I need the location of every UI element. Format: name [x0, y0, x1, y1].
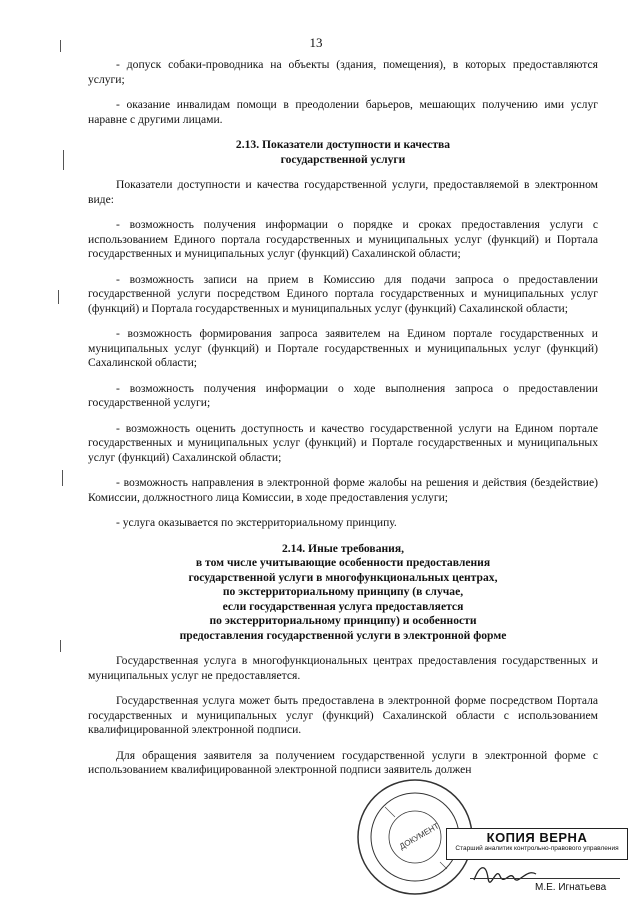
heading-line: по экстерриториальному принципу (в случае,: [222, 585, 464, 598]
copy-certified-box: [446, 828, 628, 860]
heading-line: 2.13. Показатели доступности и качества: [235, 138, 451, 151]
page-number: 13: [309, 35, 323, 50]
heading-line: государственной услуги: [280, 152, 406, 166]
signer-position: Старший аналитик контрольно-правового управления: [455, 845, 619, 852]
heading-line: по экстерриториальному принципу) и особенности: [209, 614, 477, 627]
heading-line: в том числе учитывающие особенности предоставления: [195, 556, 491, 569]
section-heading-2-14: [88, 542, 598, 644]
paragraph-extraterritorial: - услуга оказывается по экстерриториальному принципу.: [116, 516, 397, 529]
signature-line: [470, 878, 620, 879]
paragraph-electronic-form: Государственная услуга может быть предоставлена в электронной форме посредством Портала государственных и муниципальных услуг (функций) Сахалинской области с использованием квалифицированной электронной подписи.: [88, 694, 598, 736]
paragraph-applicant-request: Для обращения заявителя за получением государственной услуги в электронной форме с использованием квалифицированной электронной подписи заявитель должен: [88, 748, 598, 776]
scan-mark: [60, 640, 61, 652]
section-heading-2-13: [88, 138, 598, 167]
heading-line: 2.14. Иные требования,: [281, 541, 405, 555]
heading-line: если государственная услуга предоставляется: [222, 599, 464, 613]
scan-mark: [63, 150, 64, 170]
paragraph-mfc: Государственная услуга в многофункциональных центрах предоставления государственных и муниципальных услуг не предоставляется.: [88, 654, 598, 682]
seal-text: ДОКУМЕНТ: [397, 821, 441, 852]
scan-mark: [60, 40, 61, 52]
heading-line: государственной услуги в многофункциональных центрах,: [188, 570, 498, 584]
paragraph-request-forming: - возможность формирования запроса заявителем на Едином портале государственных и муниципальных услуг (функций) и Портале государственных и муниципальных услуг (функций) Сахалинской области;: [88, 327, 598, 369]
signature-icon: [470, 858, 540, 888]
paragraph-request-status: - возможность получения информации о ходе выполнения запроса о предоставлении государственной услуги;: [88, 381, 598, 409]
copy-certified-label: КОПИЯ ВЕРНА: [486, 830, 588, 845]
scan-mark: [62, 470, 63, 486]
paragraph-assistance: - оказание инвалидам помощи в преодолении барьеров, мешающих получению ими услуг наравне с другими лицами.: [88, 98, 598, 126]
signer-name: М.Е. Игнатьева: [535, 882, 607, 893]
document-body: [88, 58, 598, 789]
scan-mark: [58, 290, 59, 304]
paragraph-complaint: - возможность направления в электронной форме жалобы на решения и действия (бездействие) Комиссии, должностного лица Комиссии, в ходе предоставления услуги;: [88, 476, 598, 504]
heading-line: предоставления государственной услуги в электронной форме: [179, 628, 507, 642]
paragraph-indicators-intro: Показатели доступности и качества государственной услуги, предоставляемой в электронном виде:: [88, 178, 598, 206]
paragraph-guide-dog: - допуск собаки-проводника на объекты (здания, помещения), в которых предоставляются услуги;: [88, 58, 598, 86]
paragraph-info-order: - возможность получения информации о порядке и сроках предоставления услуги с использованием Единого портала государственных и муниципальных услуг (функций) и Портала государственных и муниципальных услуг (функций) Сахалинской области;: [88, 218, 598, 260]
paragraph-quality-rating: - возможность оценить доступность и качество государственной услуги на Едином портале государственных и муниципальных услуг (функций) и Портале государственных и муниципальных услуг (функций) Сахалинской области;: [88, 421, 598, 464]
paragraph-appointment: - возможность записи на прием в Комиссию для подачи запроса о предоставлении государственной услуги посредством Единого портала государственных и муниципальных услуг (функций) и Портала государственных и муниципальных услуг (функций) Сахалинской области;: [88, 272, 598, 315]
